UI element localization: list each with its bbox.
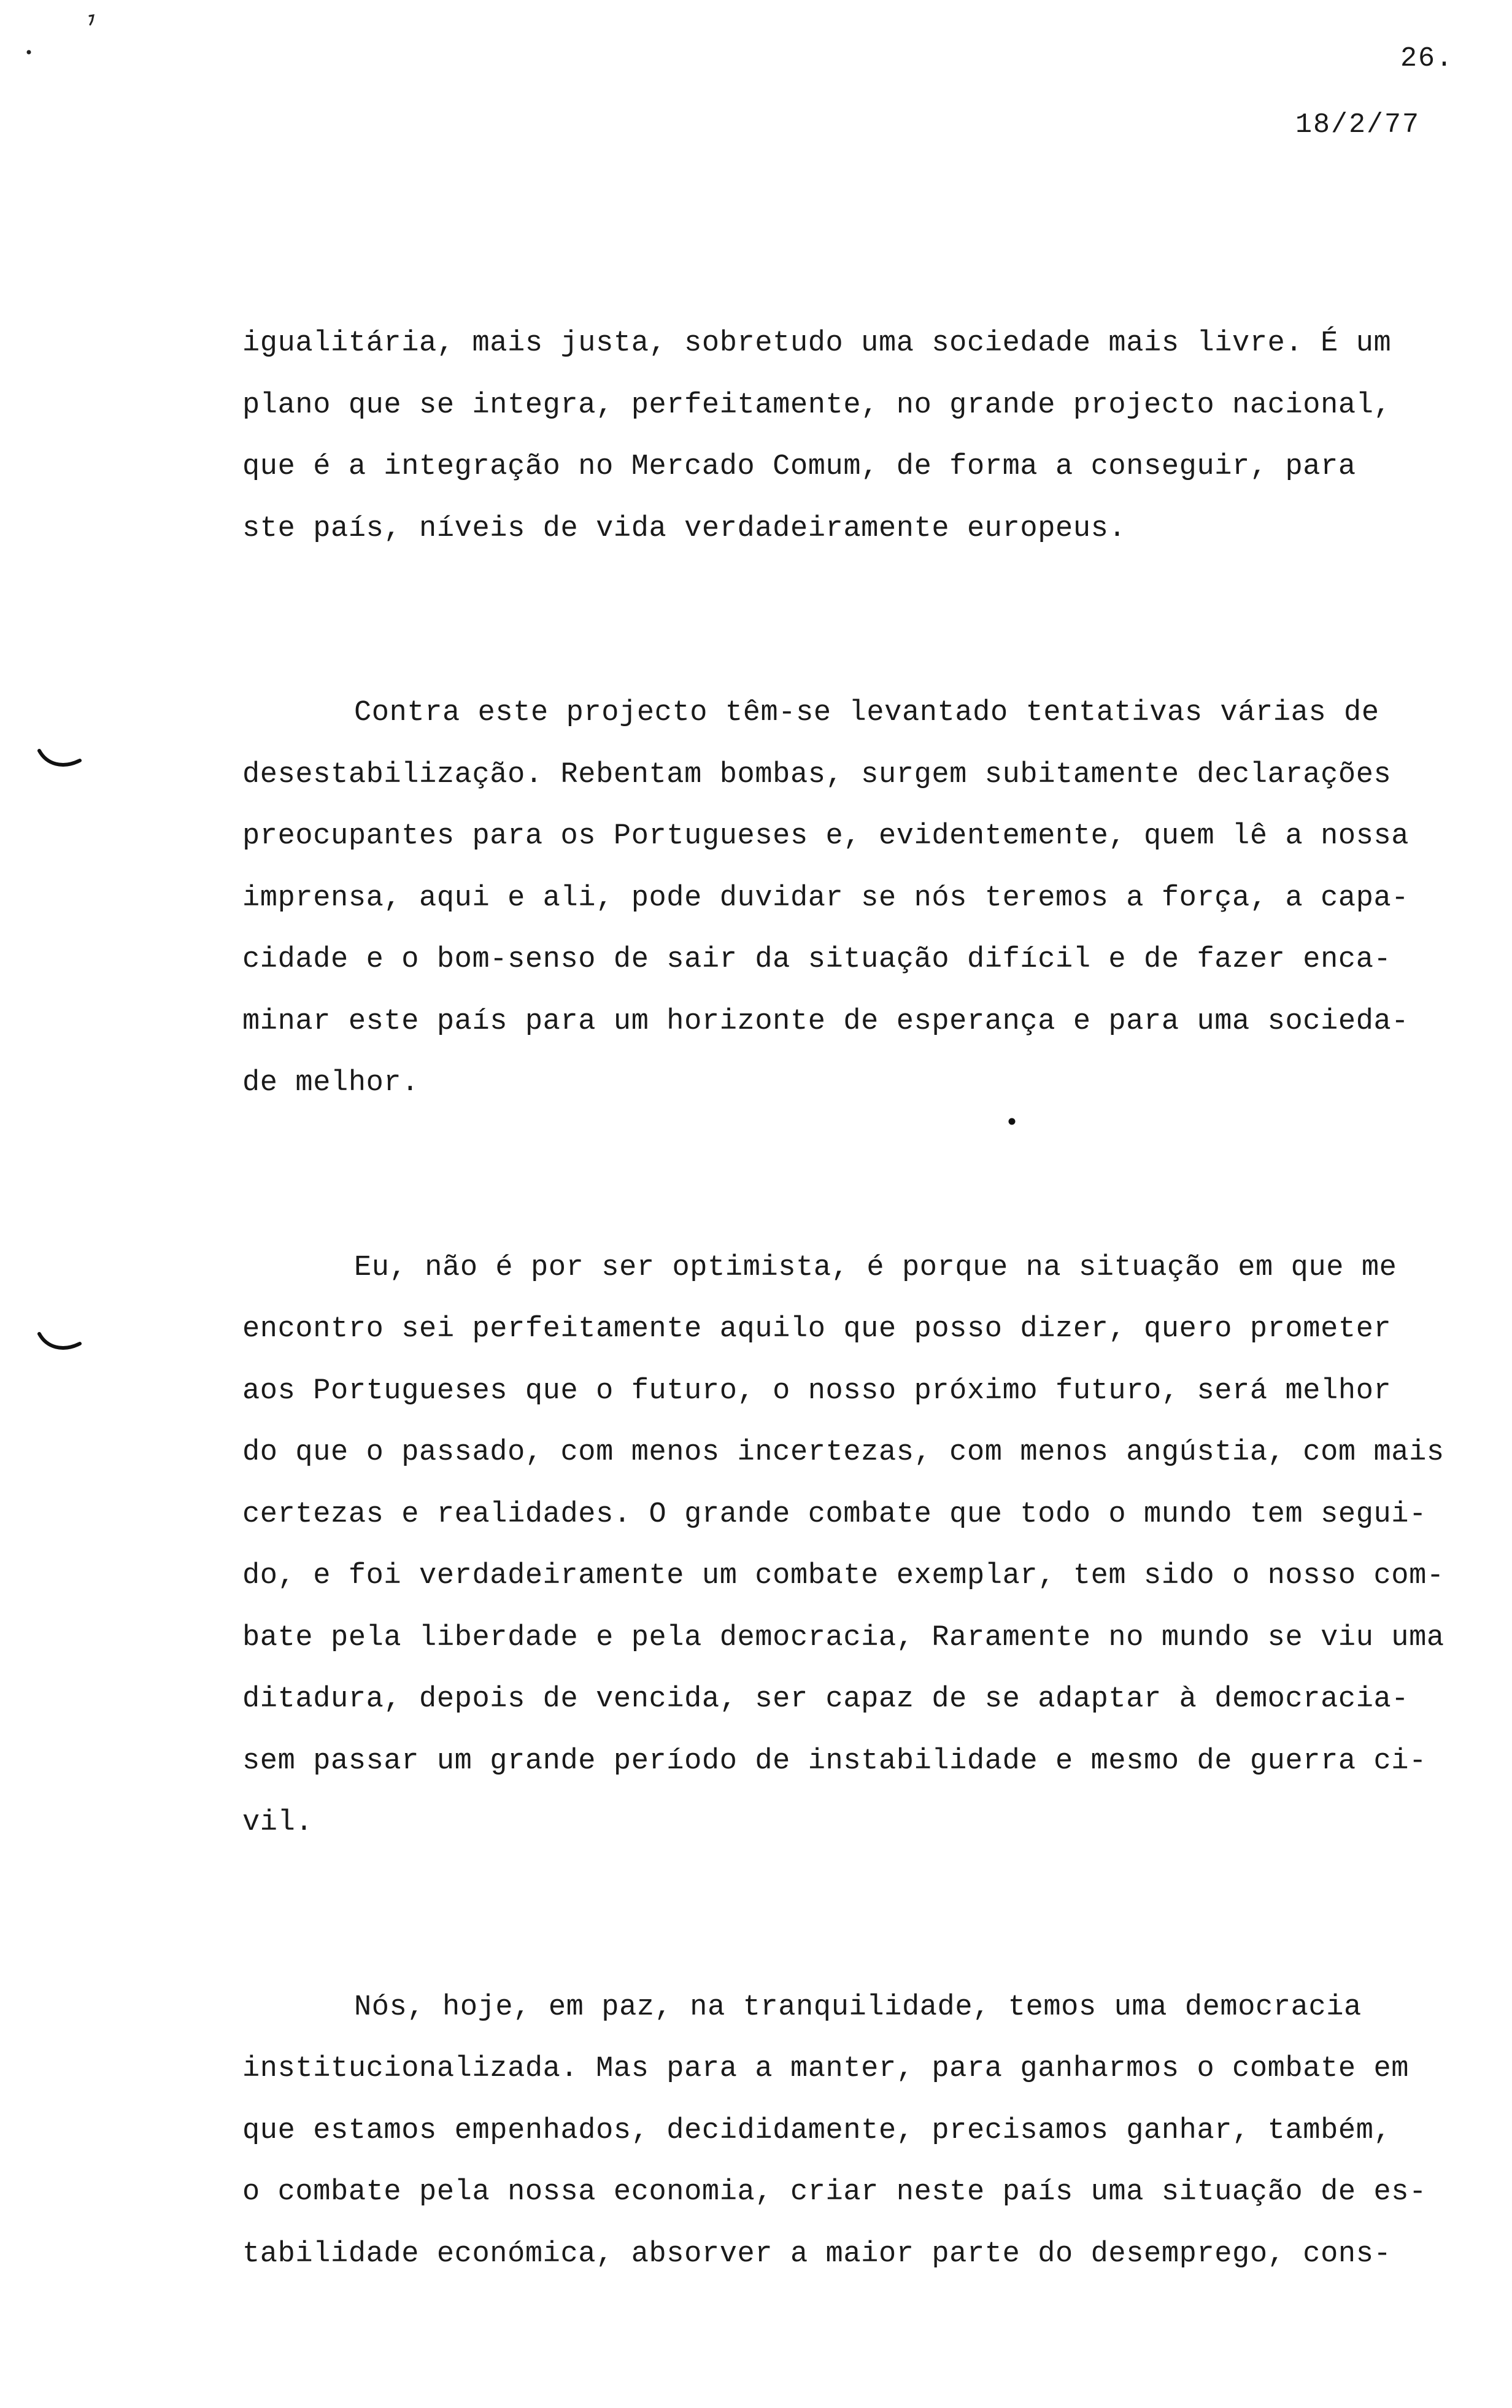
page-date: 18/2/77 bbox=[1295, 109, 1420, 141]
text-line: imprensa, aqui e ali, pode duvidar se nós teremos a força, a capa- bbox=[242, 881, 1410, 915]
text-line: ditadura, depois de vencida, ser capaz de se adaptar à democracia- bbox=[242, 1683, 1410, 1716]
text-line: encontro sei perfeitamente aquilo que posso dizer, quero prometer bbox=[242, 1313, 1392, 1345]
text-line: preocupantes para os Portugueses e, evidentemente, quem lê a nossa bbox=[242, 820, 1410, 853]
paragraph bbox=[242, 1237, 1494, 1854]
paragraph bbox=[242, 683, 1494, 1115]
text-line: minar este país para um horizonte de esperança e para uma socieda- bbox=[242, 1005, 1410, 1038]
text-line: Contra este projecto têm-se levantado tentativas várias de bbox=[354, 697, 1379, 729]
text-line: Nós, hoje, em paz, na tranquilidade, temos uma democracia bbox=[354, 1991, 1362, 2024]
text-line: o combate pela nossa economia, criar neste país uma situação de es- bbox=[242, 2176, 1427, 2209]
text-line: aos Portugueses que o futuro, o nosso próximo futuro, será melhor bbox=[242, 1374, 1392, 1407]
document-body bbox=[242, 313, 1494, 2408]
text-line: do que o passado, com menos incertezas, com menos angústia, com mais bbox=[242, 1436, 1444, 1469]
page-number: 26. bbox=[1400, 43, 1454, 74]
text-line: que é a integração no Mercado Comum, de forma a conseguir, para bbox=[242, 451, 1356, 483]
text-line: desestabilização. Rebentam bombas, surgem subitamente declarações bbox=[242, 758, 1392, 791]
text-line: de melhor. bbox=[242, 1067, 420, 1099]
text-line: sem passar um grande período de instabilidade e mesmo de guerra ci- bbox=[242, 1744, 1427, 1778]
text-line: vil. bbox=[242, 1806, 314, 1839]
margin-tick-mark bbox=[36, 1329, 85, 1357]
paragraph bbox=[242, 1977, 1494, 2286]
text-line: que estamos empenhados, decididamente, precisamos ganhar, também, bbox=[242, 2114, 1392, 2147]
margin-tick-mark bbox=[36, 746, 85, 773]
corner-dot-mark bbox=[25, 48, 33, 56]
text-line: certezas e realidades. O grande combate que todo o mundo tem segui- bbox=[242, 1498, 1427, 1531]
text-line: institucionalizada. Mas para a manter, para ganharmos o combate em bbox=[242, 2053, 1410, 2085]
text-line: plano que se integra, perfeitamente, no grande projecto nacional, bbox=[242, 389, 1392, 422]
text-line: do, e foi verdadeiramente um combate exemplar, tem sido o nosso com- bbox=[242, 1560, 1444, 1592]
text-line: igualitária, mais justa, sobretudo uma sociedade mais livre. É um bbox=[242, 327, 1392, 360]
text-line: ste país, níveis de vida verdadeiramente europeus. bbox=[242, 512, 1127, 545]
corner-speck-mark bbox=[86, 12, 98, 31]
text-line: Eu, não é por ser optimista, é porque na situação em que me bbox=[354, 1251, 1397, 1284]
text-line: cidade e o bom-senso de sair da situação difícil e de fazer enca- bbox=[242, 943, 1392, 976]
text-line: tabilidade económica, absorver a maior parte do desemprego, cons- bbox=[242, 2237, 1392, 2271]
paragraph bbox=[242, 313, 1494, 560]
text-line: bate pela liberdade e pela democracia, Raramente no mundo se viu uma bbox=[242, 1621, 1444, 1654]
